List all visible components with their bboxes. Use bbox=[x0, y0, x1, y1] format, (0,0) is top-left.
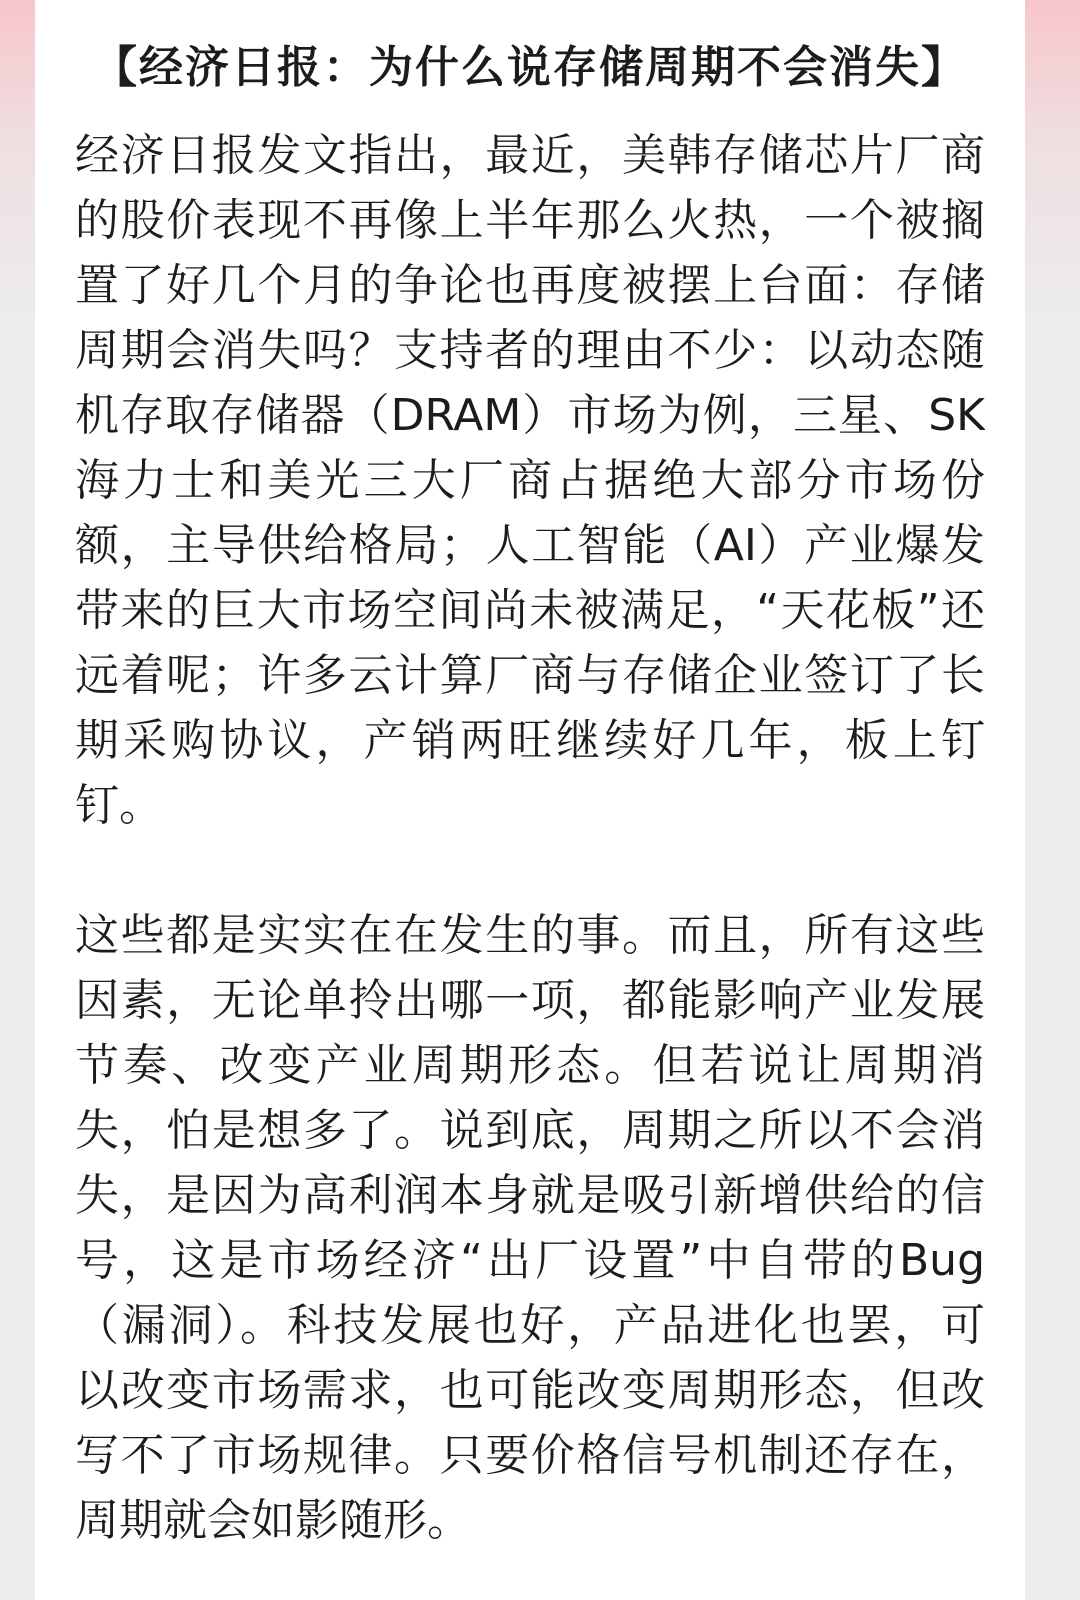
background-corner-right bbox=[1020, 0, 1080, 320]
paragraph-line: 经济日报发文指出，最近，美韩存储芯片厂商 bbox=[75, 130, 985, 181]
paragraph-line: 节奏、改变产业周期形态。但若说让周期消 bbox=[75, 1040, 985, 1091]
paragraph-line: 额，主导供给格局；人工智能（AI）产业爆发 bbox=[75, 520, 985, 571]
paragraph-line: 失，是因为高利润本身就是吸引新增供给的信 bbox=[75, 1170, 985, 1221]
paragraph-line: 钉。 bbox=[75, 780, 163, 831]
paragraph-line: 带来的巨大市场空间尚未被满足，“天花板”还 bbox=[75, 585, 985, 636]
paragraph-line: 失，怕是想多了。说到底，周期之所以不会消 bbox=[75, 1105, 985, 1156]
paragraph-line: （漏洞）。科技发展也好，产品进化也罢，可 bbox=[75, 1300, 985, 1351]
paragraph-line: 周期会消失吗？支持者的理由不少：以动态随 bbox=[75, 325, 985, 376]
paragraph-1 bbox=[75, 123, 985, 838]
paragraph-line: 期采购协议，产销两旺继续好几年，板上钉 bbox=[75, 715, 985, 766]
paragraph-line: 这些都是实实在在发生的事。而且，所有这些 bbox=[75, 910, 985, 961]
paragraph-line: 远着呢；许多云计算厂商与存储企业签订了长 bbox=[75, 650, 985, 701]
paragraph-line: 的股价表现不再像上半年那么火热，一个被搁 bbox=[75, 195, 985, 246]
paragraph-line: 机存取存储器（DRAM）市场为例，三星、SK bbox=[75, 390, 985, 441]
paragraph-line: 号，这是市场经济“出厂设置”中自带的Bug bbox=[75, 1235, 985, 1286]
paragraph-line: 置了好几个月的争论也再度被摆上台面：存储 bbox=[75, 260, 985, 311]
paragraph-2 bbox=[75, 903, 985, 1553]
paragraph-line: 写不了市场规律。只要价格信号机制还存在， bbox=[75, 1430, 985, 1481]
paragraph-line: 以改变市场需求，也可能改变周期形态，但改 bbox=[75, 1365, 985, 1416]
paragraph-line: 因素，无论单拎出哪一项，都能影响产业发展 bbox=[75, 975, 985, 1026]
paragraph-line: 海力士和美光三大厂商占据绝大部分市场份 bbox=[75, 455, 985, 506]
article-title: 【经济日报：为什么说存储周期不会消失】 bbox=[93, 42, 967, 93]
paragraph-line: 周期就会如影随形。 bbox=[75, 1495, 471, 1546]
